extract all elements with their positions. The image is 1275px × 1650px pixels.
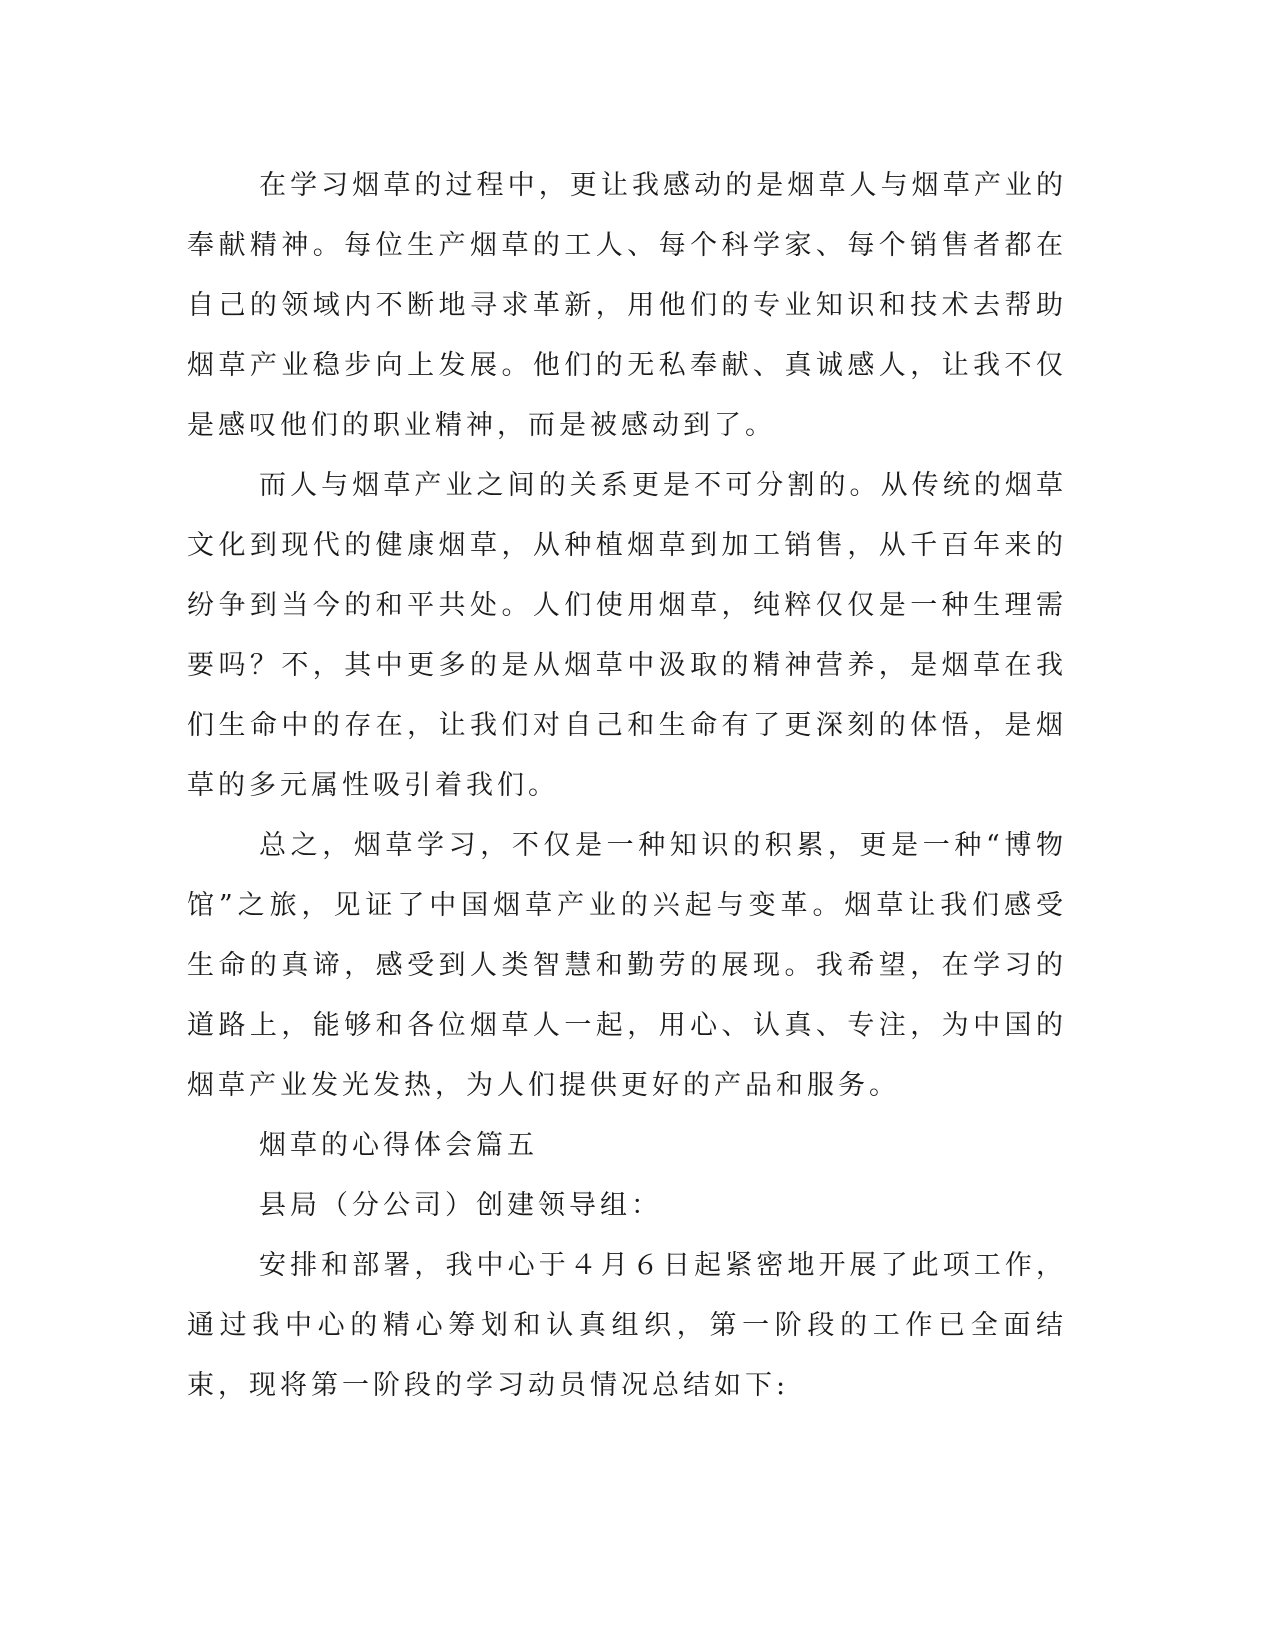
paragraph-dedication: 在学习烟草的过程中，更让我感动的是烟草人与烟草产业的奉献精神。每位生产烟草的工人、每个科学家、每个销售者都在自己的领域内不断地寻求革新，用他们的专业知识和技术去帮助烟草产业稳步向上发展。他们的无私奉献、真诚感人，让我不仅是感叹他们的职业精神，而是被感动到了。 — [187, 170, 1067, 441]
paragraph-addressee: 县局（分公司）创建领导组： — [259, 1190, 662, 1221]
section-heading: 烟草的心得体会篇五 — [259, 1130, 538, 1161]
paragraph-summary-intro: 安排和部署，我中心于４月６日起紧密地开展了此项工作，通过我中心的精心筹划和认真组织，第一阶段的工作已全面结束，现将第一阶段的学习动员情况总结如下: — [187, 1250, 1067, 1401]
document-body — [187, 156, 1067, 1416]
paragraph-relationship: 而人与烟草产业之间的关系更是不可分割的。从传统的烟草文化到现代的健康烟草，从种植烟草到加工销售，从千百年来的纷争到当今的和平共处。人们使用烟草，纯粹仅仅是一种生理需要吗？不，其中更多的是从烟草中汲取的精神营养，是烟草在我们生命中的存在，让我们对自己和生命有了更深刻的体悟，是烟草的多元属性吸引着我们。 — [187, 470, 1067, 801]
paragraph-conclusion: 总之，烟草学习，不仅是一种知识的积累，更是一种“博物馆”之旅，见证了中国烟草产业的兴起与变革。烟草让我们感受生命的真谛，感受到人类智慧和勤劳的展现。我希望，在学习的道路上，能够和各位烟草人一起，用心、认真、专注，为中国的烟草产业发光发热，为人们提供更好的产品和服务。 — [187, 830, 1067, 1101]
